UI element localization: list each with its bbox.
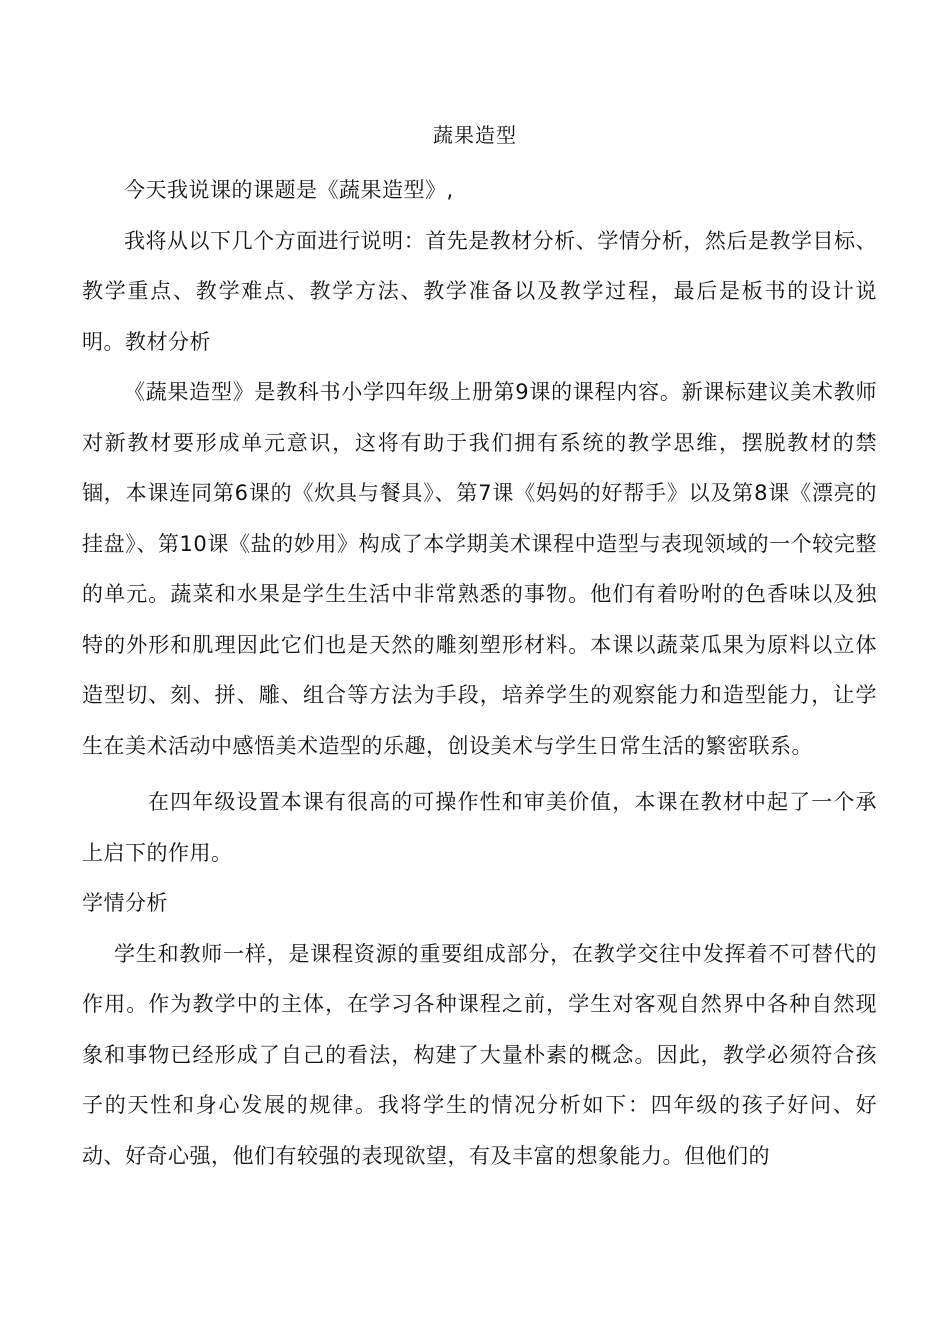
paragraph-course-position: 在四年级设置本课有很高的可操作性和审美价值，本课在教材中起了一个承上启下的作用。 — [82, 790, 877, 865]
paragraph-student-analysis: 学生和教师一样，是课程资源的重要组成部分，在教学交往中发挥着不可替代的作用。作为教学中的主体，在学习各种课程之前，学生对客观自然界中各种自然现象和事物已经形成了自己的看法，构建了大量朴素的概念。因此，教学必须符合孩子的天性和身心发展的规律。我将学生的情况分析如下：四年级的孩子好问、好动、好奇心强，他们有较强的表现欲望，有及丰富的想象能力。但他们的 — [82, 941, 877, 1168]
document-body — [82, 165, 877, 1181]
document-title: 蔬果造型 — [433, 123, 517, 147]
paragraph-textbook-analysis: 《蔬果造型》是教科书小学四年级上册第9课的课程内容。新课标建议美术教师对新教材要形成单元意识，这将有助于我们拥有系统的教学思维，摆脱教材的禁锢，本课连同第6课的《炊具与餐具》、第7课《妈妈的好帮手》以及第8课《漂亮的挂盘》、第10课《盐的妙用》构成了本学期美术课程中造型与表现领域的一个较完整的单元。蔬菜和水果是学生生活中非常熟悉的事物。他们有着吩咐的色香味以及独特的外形和肌理因此它们也是天然的雕刻塑形材料。本课以蔬菜瓜果为原料以立体造型切、刻、拼、雕、组合等方法为手段，培养学生的观察能力和造型能力，让学生在美术活动中感悟美术造型的乐趣，创设美术与学生日常生活的繁密联系。 — [82, 380, 877, 758]
paragraph-topic-intro: 今天我说课的课题是《蔬果造型》, — [124, 178, 454, 202]
section-heading-student-analysis: 学情分析 — [82, 891, 168, 915]
paragraph-outline: 我将从以下几个方面进行说明：首先是教材分析、学情分析，然后是教学目标、教学重点、教学难点、教学方法、教学准备以及教学过程，最后是板书的设计说明。教材分析 — [82, 228, 877, 354]
